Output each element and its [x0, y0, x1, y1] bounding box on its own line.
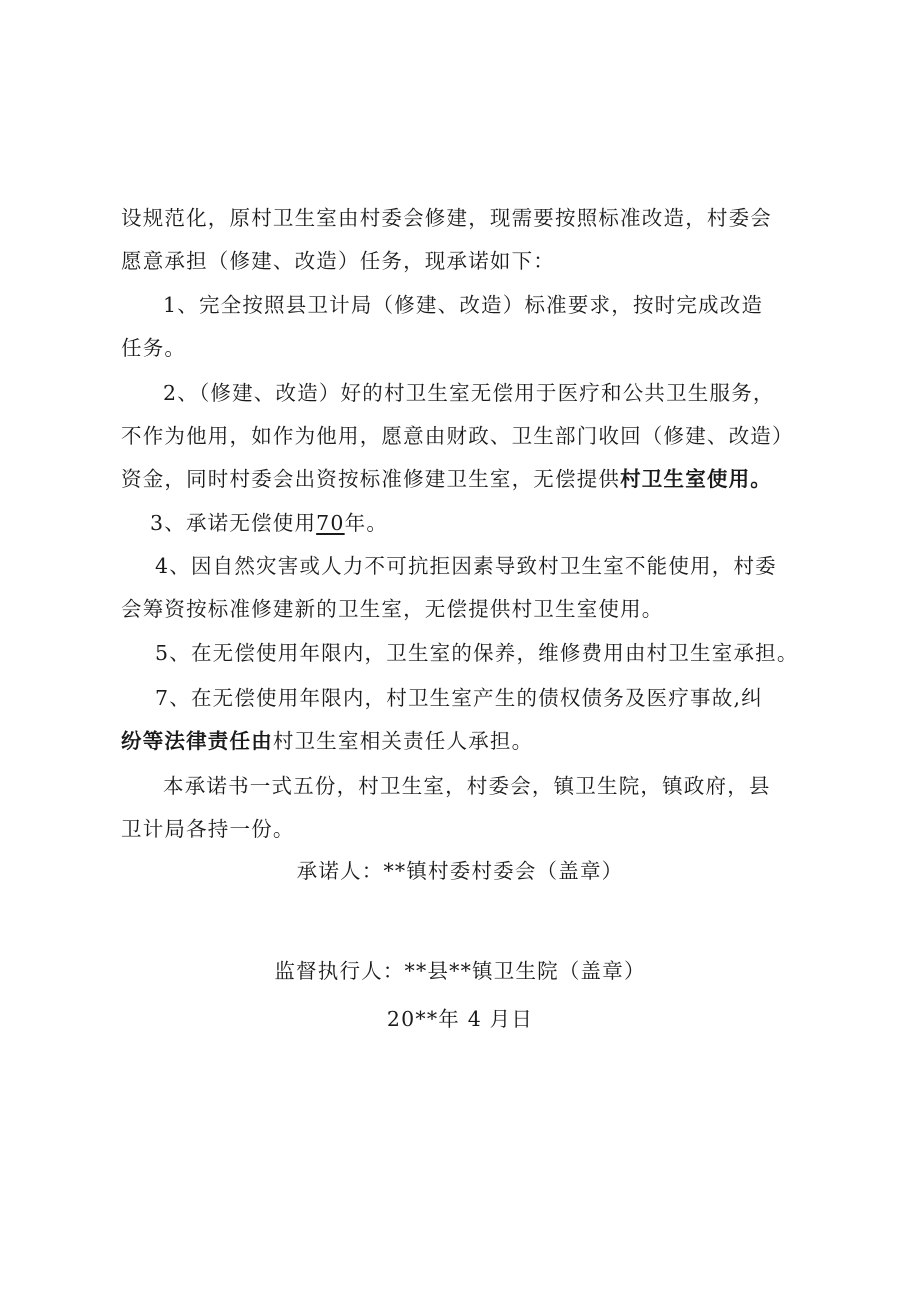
- item-4-line-1: 4、因自然灾害或人力不可抗拒因素导致村卫生室不能使用，村委: [155, 554, 777, 578]
- intro-line-1: 设规范化，原村卫生室由村委会修建，现需要按照标准改造，村委会: [121, 206, 772, 230]
- item-2-line-2: 不作为他用，如作为他用，愿意由财政、卫生部门收回（修建、改造）: [121, 424, 794, 448]
- item-3-line: [150, 508, 850, 538]
- item-1-line-1: 1、完全按照县卫计局（修建、改造）标准要求，按时完成改造: [163, 293, 764, 317]
- item-2-line-1: 2、（修建、改造）好的村卫生室无偿用于医疗和公共卫生服务，: [163, 381, 775, 405]
- item-1-line-2: 任务。: [121, 336, 187, 360]
- intro-line-2: 愿意承担（修建、改造）任务，现承诺如下：: [121, 249, 555, 273]
- item-2-line-3-emphasis: 村卫生室使用。: [620, 467, 773, 491]
- item-3-suffix: 年。: [344, 511, 389, 535]
- item-7-line-1: 7、在无偿使用年限内，村卫生室产生的债权债务及医疗事故,纠: [155, 686, 763, 710]
- item-2-line-3: [121, 464, 821, 494]
- item-7-line-2-text: 村卫生室相关责任人承担。: [272, 729, 534, 753]
- supervisor-signature: 监督执行人：**县**镇卫生院（盖章）: [274, 959, 646, 983]
- item-7-line-2: [121, 726, 821, 756]
- closing-line-1: 本承诺书一式五份，村卫生室，村委会，镇卫生院，镇政府，县: [163, 774, 771, 798]
- promisor-signature: 承诺人：**镇村委村委会（盖章）: [296, 859, 624, 883]
- item-4-line-2: 会筹资按标准修建新的卫生室，无偿提供村卫生室使用。: [121, 597, 664, 621]
- item-7-line-2-emphasis: 纷等法律责任由: [121, 729, 273, 753]
- item-3-prefix: 3、承诺无偿使用: [150, 511, 317, 535]
- closing-line-2: 卫计局各持一份。: [121, 817, 295, 841]
- signing-date: 20**年 4 月日: [386, 1007, 534, 1031]
- item-5-line-1: 5、在无偿使用年限内，卫生室的保养，维修费用由村卫生室承担。: [155, 641, 799, 665]
- item-2-line-3-text: 资金，同时村委会出资按标准修建卫生室，无偿提供: [121, 467, 621, 491]
- item-3-years: 70: [316, 511, 345, 535]
